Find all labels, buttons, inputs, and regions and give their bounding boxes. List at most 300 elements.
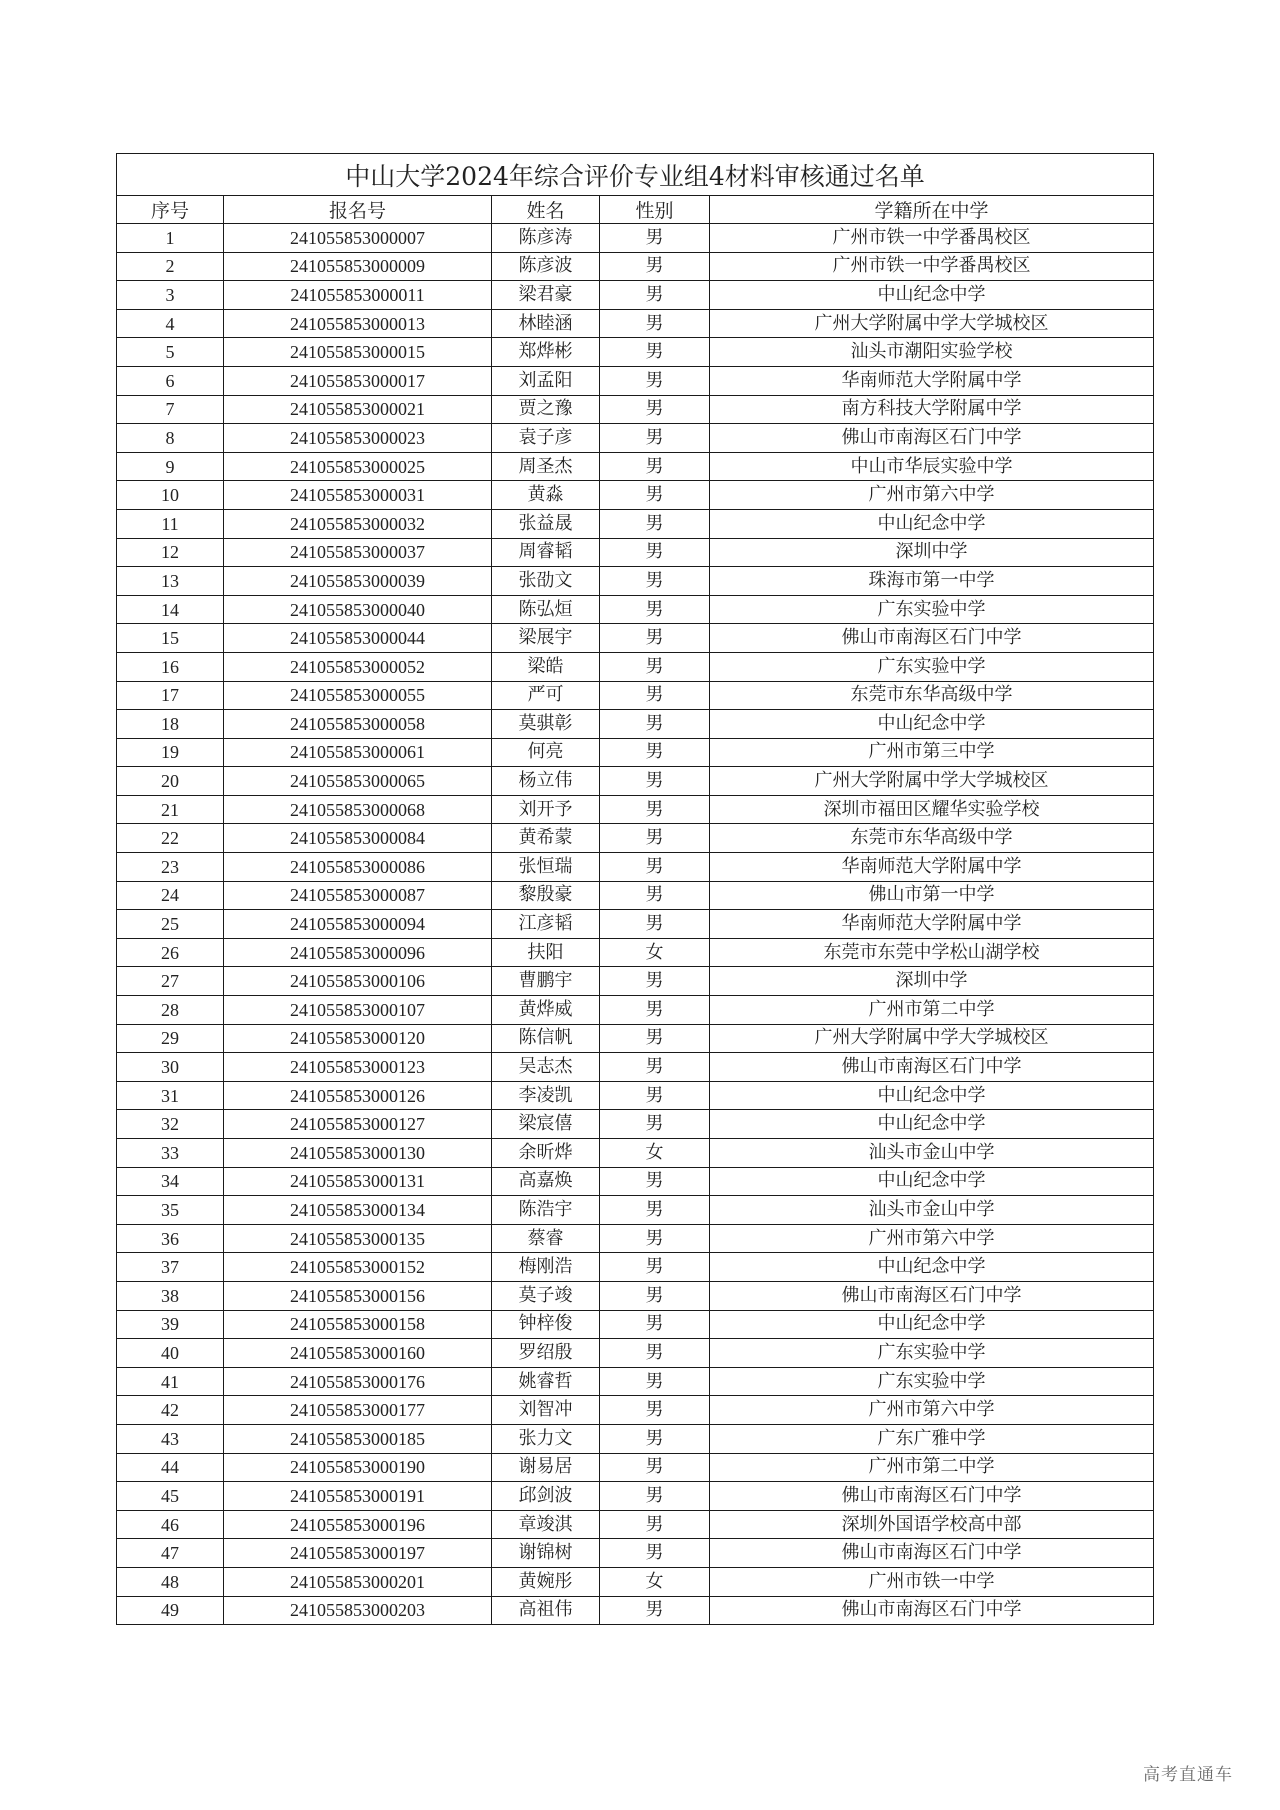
- row-number: 44: [117, 1453, 224, 1482]
- student-sex: 男: [600, 1424, 710, 1453]
- column-header-registration-id: 报名号: [224, 196, 492, 224]
- student-school: 汕头市金山中学: [710, 1196, 1154, 1225]
- row-number: 5: [117, 338, 224, 367]
- student-school: 深圳中学: [710, 967, 1154, 996]
- student-name: 袁子彦: [492, 424, 600, 453]
- student-sex: 男: [600, 1167, 710, 1196]
- table-row: [117, 652, 1154, 681]
- student-sex: 男: [600, 1053, 710, 1082]
- table-row: [117, 395, 1154, 424]
- table-row: [117, 795, 1154, 824]
- student-name: 贾之豫: [492, 395, 600, 424]
- watermark-label: 高考直通车: [1143, 1765, 1233, 1785]
- registration-id: 241055853000123: [224, 1053, 492, 1082]
- registration-id: 241055853000158: [224, 1310, 492, 1339]
- row-number: 11: [117, 509, 224, 538]
- student-sex: 男: [600, 881, 710, 910]
- student-name: 林睦涵: [492, 309, 600, 338]
- student-name: 梁展宇: [492, 624, 600, 653]
- student-sex: 男: [600, 1224, 710, 1253]
- row-number: 23: [117, 853, 224, 882]
- registration-id: 241055853000023: [224, 424, 492, 453]
- row-number: 37: [117, 1253, 224, 1282]
- row-number: 24: [117, 881, 224, 910]
- student-school: 佛山市南海区石门中学: [710, 1482, 1154, 1511]
- registration-id: 241055853000007: [224, 224, 492, 253]
- row-number: 39: [117, 1310, 224, 1339]
- row-number: 30: [117, 1053, 224, 1082]
- student-sex: 女: [600, 1567, 710, 1596]
- student-sex: 男: [600, 1596, 710, 1625]
- student-name: 陈弘烜: [492, 595, 600, 624]
- student-name: 梁皓: [492, 652, 600, 681]
- row-number: 22: [117, 824, 224, 853]
- row-number: 47: [117, 1539, 224, 1568]
- student-name: 梁君豪: [492, 281, 600, 310]
- student-name: 陈浩宇: [492, 1196, 600, 1225]
- registration-id: 241055853000084: [224, 824, 492, 853]
- student-school: 中山市华辰实验中学: [710, 452, 1154, 481]
- registration-id: 241055853000191: [224, 1482, 492, 1511]
- table-row: [117, 881, 1154, 910]
- registration-id: 241055853000044: [224, 624, 492, 653]
- student-name: 黄淼: [492, 481, 600, 510]
- registration-id: 241055853000152: [224, 1253, 492, 1282]
- student-school: 广州市第六中学: [710, 1396, 1154, 1425]
- student-sex: 男: [600, 1453, 710, 1482]
- student-name: 刘孟阳: [492, 366, 600, 395]
- student-school: 广州市铁一中学番禺校区: [710, 252, 1154, 281]
- row-number: 12: [117, 538, 224, 567]
- student-school: 中山纪念中学: [710, 710, 1154, 739]
- student-name: 周睿韬: [492, 538, 600, 567]
- row-number: 28: [117, 996, 224, 1025]
- column-header-name: 姓名: [492, 196, 600, 224]
- student-name: 蔡睿: [492, 1224, 600, 1253]
- student-name: 江彦韬: [492, 910, 600, 939]
- table-row: [117, 1567, 1154, 1596]
- student-school: 深圳市福田区耀华实验学校: [710, 795, 1154, 824]
- table-row: [117, 1081, 1154, 1110]
- table-row: [117, 1196, 1154, 1225]
- student-name: 莫骐彰: [492, 710, 600, 739]
- student-name: 黎殷豪: [492, 881, 600, 910]
- table-row: [117, 767, 1154, 796]
- student-school: 广州大学附属中学大学城校区: [710, 1024, 1154, 1053]
- student-school: 广州市第二中学: [710, 1453, 1154, 1482]
- header-row: [117, 196, 1154, 224]
- student-name: 梅刚浩: [492, 1253, 600, 1282]
- student-school: 华南师范大学附属中学: [710, 366, 1154, 395]
- row-number: 29: [117, 1024, 224, 1053]
- row-number: 2: [117, 252, 224, 281]
- registration-id: 241055853000094: [224, 910, 492, 939]
- table-row: [117, 738, 1154, 767]
- student-school: 深圳外国语学校高中部: [710, 1510, 1154, 1539]
- row-number: 36: [117, 1224, 224, 1253]
- student-name: 张恒瑞: [492, 853, 600, 882]
- registration-id: 241055853000134: [224, 1196, 492, 1225]
- table-row: [117, 481, 1154, 510]
- registration-id: 241055853000086: [224, 853, 492, 882]
- registration-id: 241055853000087: [224, 881, 492, 910]
- student-name: 罗绍殷: [492, 1339, 600, 1368]
- student-school: 中山纪念中学: [710, 509, 1154, 538]
- student-school: 广东实验中学: [710, 1339, 1154, 1368]
- table-row: [117, 1482, 1154, 1511]
- student-sex: 男: [600, 1196, 710, 1225]
- student-name: 杨立伟: [492, 767, 600, 796]
- student-sex: 男: [600, 595, 710, 624]
- row-number: 27: [117, 967, 224, 996]
- table-row: [117, 681, 1154, 710]
- student-sex: 男: [600, 624, 710, 653]
- table-row: [117, 338, 1154, 367]
- table-row: [117, 1224, 1154, 1253]
- registration-id: 241055853000058: [224, 710, 492, 739]
- student-school: 汕头市潮阳实验学校: [710, 338, 1154, 367]
- row-number: 1: [117, 224, 224, 253]
- student-school: 广州市第六中学: [710, 481, 1154, 510]
- student-school: 广东实验中学: [710, 595, 1154, 624]
- table-row: [117, 509, 1154, 538]
- student-sex: 男: [600, 1310, 710, 1339]
- registration-id: 241055853000040: [224, 595, 492, 624]
- registration-id: 241055853000107: [224, 996, 492, 1025]
- student-school: 中山纪念中学: [710, 1081, 1154, 1110]
- registration-id: 241055853000196: [224, 1510, 492, 1539]
- student-school: 东莞市东华高级中学: [710, 824, 1154, 853]
- registration-id: 241055853000197: [224, 1539, 492, 1568]
- registration-id: 241055853000096: [224, 938, 492, 967]
- student-sex: 男: [600, 738, 710, 767]
- student-sex: 男: [600, 567, 710, 596]
- registration-id: 241055853000013: [224, 309, 492, 338]
- student-school: 东莞市东华高级中学: [710, 681, 1154, 710]
- registration-id: 241055853000031: [224, 481, 492, 510]
- student-school: 珠海市第一中学: [710, 567, 1154, 596]
- registration-id: 241055853000055: [224, 681, 492, 710]
- student-sex: 男: [600, 910, 710, 939]
- student-sex: 男: [600, 1482, 710, 1511]
- student-school: 广州市第六中学: [710, 1224, 1154, 1253]
- registration-id: 241055853000052: [224, 652, 492, 681]
- registration-id: 241055853000131: [224, 1167, 492, 1196]
- student-sex: 男: [600, 1110, 710, 1139]
- student-school: 深圳中学: [710, 538, 1154, 567]
- table-row: [117, 309, 1154, 338]
- registration-id: 241055853000032: [224, 509, 492, 538]
- table-row: [117, 853, 1154, 882]
- student-name: 陈信帆: [492, 1024, 600, 1053]
- student-sex: 女: [600, 1139, 710, 1168]
- student-sex: 男: [600, 309, 710, 338]
- registration-id: 241055853000011: [224, 281, 492, 310]
- student-sex: 男: [600, 681, 710, 710]
- student-sex: 男: [600, 224, 710, 253]
- table-row: [117, 538, 1154, 567]
- row-number: 38: [117, 1281, 224, 1310]
- registration-id: 241055853000009: [224, 252, 492, 281]
- row-number: 16: [117, 652, 224, 681]
- student-school: 中山纪念中学: [710, 1253, 1154, 1282]
- table-row: [117, 938, 1154, 967]
- row-number: 13: [117, 567, 224, 596]
- student-name: 何亮: [492, 738, 600, 767]
- student-sex: 男: [600, 652, 710, 681]
- student-sex: 男: [600, 1253, 710, 1282]
- row-number: 17: [117, 681, 224, 710]
- registration-id: 241055853000203: [224, 1596, 492, 1625]
- student-sex: 男: [600, 1081, 710, 1110]
- table-row: [117, 824, 1154, 853]
- student-name: 刘开予: [492, 795, 600, 824]
- registration-id: 241055853000025: [224, 452, 492, 481]
- table-row: [117, 1310, 1154, 1339]
- student-sex: 男: [600, 996, 710, 1025]
- student-school: 广东实验中学: [710, 1367, 1154, 1396]
- student-name: 谢锦树: [492, 1539, 600, 1568]
- registration-id: 241055853000106: [224, 967, 492, 996]
- student-name: 吴志杰: [492, 1053, 600, 1082]
- row-number: 33: [117, 1139, 224, 1168]
- student-sex: 男: [600, 538, 710, 567]
- student-sex: 男: [600, 1281, 710, 1310]
- registration-id: 241055853000061: [224, 738, 492, 767]
- row-number: 31: [117, 1081, 224, 1110]
- student-school: 佛山市第一中学: [710, 881, 1154, 910]
- table-row: [117, 1339, 1154, 1368]
- table-row: [117, 595, 1154, 624]
- registration-id: 241055853000135: [224, 1224, 492, 1253]
- student-school: 广州市第二中学: [710, 996, 1154, 1025]
- row-number: 48: [117, 1567, 224, 1596]
- student-sex: 男: [600, 1510, 710, 1539]
- row-number: 25: [117, 910, 224, 939]
- table-row: [117, 281, 1154, 310]
- registration-id: 241055853000039: [224, 567, 492, 596]
- student-sex: 男: [600, 1367, 710, 1396]
- table-body: [117, 224, 1154, 1625]
- student-sex: 男: [600, 481, 710, 510]
- student-sex: 男: [600, 767, 710, 796]
- table-row: [117, 1424, 1154, 1453]
- column-header-sex: 性别: [600, 196, 710, 224]
- row-number: 9: [117, 452, 224, 481]
- student-name: 章竣淇: [492, 1510, 600, 1539]
- registration-id: 241055853000201: [224, 1567, 492, 1596]
- column-header-school: 学籍所在中学: [710, 196, 1154, 224]
- student-name: 曹鹏宇: [492, 967, 600, 996]
- table-row: [117, 1053, 1154, 1082]
- row-number: 42: [117, 1396, 224, 1425]
- student-name: 邱剑波: [492, 1482, 600, 1511]
- student-sex: 男: [600, 1024, 710, 1053]
- student-name: 周圣杰: [492, 452, 600, 481]
- student-name: 张益晟: [492, 509, 600, 538]
- table-row: [117, 1253, 1154, 1282]
- row-number: 45: [117, 1482, 224, 1511]
- row-number: 21: [117, 795, 224, 824]
- table-row: [117, 224, 1154, 253]
- student-school: 东莞市东莞中学松山湖学校: [710, 938, 1154, 967]
- registration-id: 241055853000130: [224, 1139, 492, 1168]
- student-name: 谢易居: [492, 1453, 600, 1482]
- student-sex: 女: [600, 938, 710, 967]
- student-sex: 男: [600, 1539, 710, 1568]
- registration-id: 241055853000156: [224, 1281, 492, 1310]
- student-school: 佛山市南海区石门中学: [710, 624, 1154, 653]
- table-row: [117, 1367, 1154, 1396]
- table-row: [117, 1539, 1154, 1568]
- student-school: 广东实验中学: [710, 652, 1154, 681]
- document-title: 中山大学2024年综合评价专业组4材料审核通过名单: [117, 154, 1154, 196]
- student-sex: 男: [600, 395, 710, 424]
- student-sex: 男: [600, 509, 710, 538]
- student-sex: 男: [600, 338, 710, 367]
- student-name: 高嘉焕: [492, 1167, 600, 1196]
- table-row: [117, 1396, 1154, 1425]
- table-row: [117, 1453, 1154, 1482]
- title-row: [117, 154, 1154, 196]
- registration-id: 241055853000126: [224, 1081, 492, 1110]
- registration-id: 241055853000176: [224, 1367, 492, 1396]
- student-sex: 男: [600, 824, 710, 853]
- student-sex: 男: [600, 452, 710, 481]
- table-row: [117, 1139, 1154, 1168]
- student-school: 广州市铁一中学: [710, 1567, 1154, 1596]
- student-name: 郑烨彬: [492, 338, 600, 367]
- approval-list-table: [116, 153, 1154, 1625]
- student-school: 广州大学附属中学大学城校区: [710, 767, 1154, 796]
- row-number: 15: [117, 624, 224, 653]
- student-name: 黄烨威: [492, 996, 600, 1025]
- registration-id: 241055853000160: [224, 1339, 492, 1368]
- row-number: 7: [117, 395, 224, 424]
- student-sex: 男: [600, 1396, 710, 1425]
- student-sex: 男: [600, 366, 710, 395]
- student-school: 中山纪念中学: [710, 1167, 1154, 1196]
- student-name: 黄婉彤: [492, 1567, 600, 1596]
- approval-list-sheet: [116, 153, 1153, 1625]
- student-school: 佛山市南海区石门中学: [710, 1281, 1154, 1310]
- registration-id: 241055853000190: [224, 1453, 492, 1482]
- student-school: 广州市第三中学: [710, 738, 1154, 767]
- row-number: 46: [117, 1510, 224, 1539]
- student-school: 中山纪念中学: [710, 1310, 1154, 1339]
- student-name: 梁宸僖: [492, 1110, 600, 1139]
- row-number: 4: [117, 309, 224, 338]
- student-school: 广州市铁一中学番禺校区: [710, 224, 1154, 253]
- table-row: [117, 910, 1154, 939]
- table-row: [117, 710, 1154, 739]
- student-name: 刘智冲: [492, 1396, 600, 1425]
- row-number: 43: [117, 1424, 224, 1453]
- student-name: 张力文: [492, 1424, 600, 1453]
- student-school: 南方科技大学附属中学: [710, 395, 1154, 424]
- student-name: 黄希蒙: [492, 824, 600, 853]
- student-name: 陈彦波: [492, 252, 600, 281]
- table-row: [117, 624, 1154, 653]
- row-number: 40: [117, 1339, 224, 1368]
- registration-id: 241055853000021: [224, 395, 492, 424]
- table-row: [117, 996, 1154, 1025]
- registration-id: 241055853000037: [224, 538, 492, 567]
- row-number: 3: [117, 281, 224, 310]
- row-number: 6: [117, 366, 224, 395]
- registration-id: 241055853000017: [224, 366, 492, 395]
- student-name: 扶阳: [492, 938, 600, 967]
- student-school: 华南师范大学附属中学: [710, 853, 1154, 882]
- registration-id: 241055853000127: [224, 1110, 492, 1139]
- table-row: [117, 967, 1154, 996]
- student-sex: 男: [600, 710, 710, 739]
- row-number: 19: [117, 738, 224, 767]
- student-sex: 男: [600, 252, 710, 281]
- row-number: 26: [117, 938, 224, 967]
- row-number: 8: [117, 424, 224, 453]
- table-row: [117, 424, 1154, 453]
- student-school: 广州大学附属中学大学城校区: [710, 309, 1154, 338]
- table-row: [117, 1110, 1154, 1139]
- student-school: 中山纪念中学: [710, 281, 1154, 310]
- student-name: 钟梓俊: [492, 1310, 600, 1339]
- row-number: 32: [117, 1110, 224, 1139]
- student-name: 严可: [492, 681, 600, 710]
- student-school: 佛山市南海区石门中学: [710, 424, 1154, 453]
- column-header-number: 序号: [117, 196, 224, 224]
- row-number: 49: [117, 1596, 224, 1625]
- registration-id: 241055853000120: [224, 1024, 492, 1053]
- registration-id: 241055853000065: [224, 767, 492, 796]
- table-row: [117, 1596, 1154, 1625]
- student-school: 佛山市南海区石门中学: [710, 1596, 1154, 1625]
- table-row: [117, 567, 1154, 596]
- student-sex: 男: [600, 281, 710, 310]
- student-name: 莫子竣: [492, 1281, 600, 1310]
- student-school: 中山纪念中学: [710, 1110, 1154, 1139]
- row-number: 34: [117, 1167, 224, 1196]
- table-row: [117, 366, 1154, 395]
- student-school: 广东广雅中学: [710, 1424, 1154, 1453]
- row-number: 20: [117, 767, 224, 796]
- registration-id: 241055853000068: [224, 795, 492, 824]
- table-row: [117, 452, 1154, 481]
- table-row: [117, 1167, 1154, 1196]
- student-sex: 男: [600, 1339, 710, 1368]
- registration-id: 241055853000015: [224, 338, 492, 367]
- row-number: 18: [117, 710, 224, 739]
- row-number: 35: [117, 1196, 224, 1225]
- student-school: 佛山市南海区石门中学: [710, 1539, 1154, 1568]
- student-school: 佛山市南海区石门中学: [710, 1053, 1154, 1082]
- student-school: 华南师范大学附属中学: [710, 910, 1154, 939]
- student-sex: 男: [600, 967, 710, 996]
- student-school: 汕头市金山中学: [710, 1139, 1154, 1168]
- registration-id: 241055853000185: [224, 1424, 492, 1453]
- registration-id: 241055853000177: [224, 1396, 492, 1425]
- student-sex: 男: [600, 853, 710, 882]
- student-name: 李凌凯: [492, 1081, 600, 1110]
- student-sex: 男: [600, 424, 710, 453]
- table-row: [117, 1024, 1154, 1053]
- student-sex: 男: [600, 795, 710, 824]
- student-name: 张劭文: [492, 567, 600, 596]
- student-name: 高祖伟: [492, 1596, 600, 1625]
- student-name: 陈彦涛: [492, 224, 600, 253]
- table-row: [117, 252, 1154, 281]
- row-number: 10: [117, 481, 224, 510]
